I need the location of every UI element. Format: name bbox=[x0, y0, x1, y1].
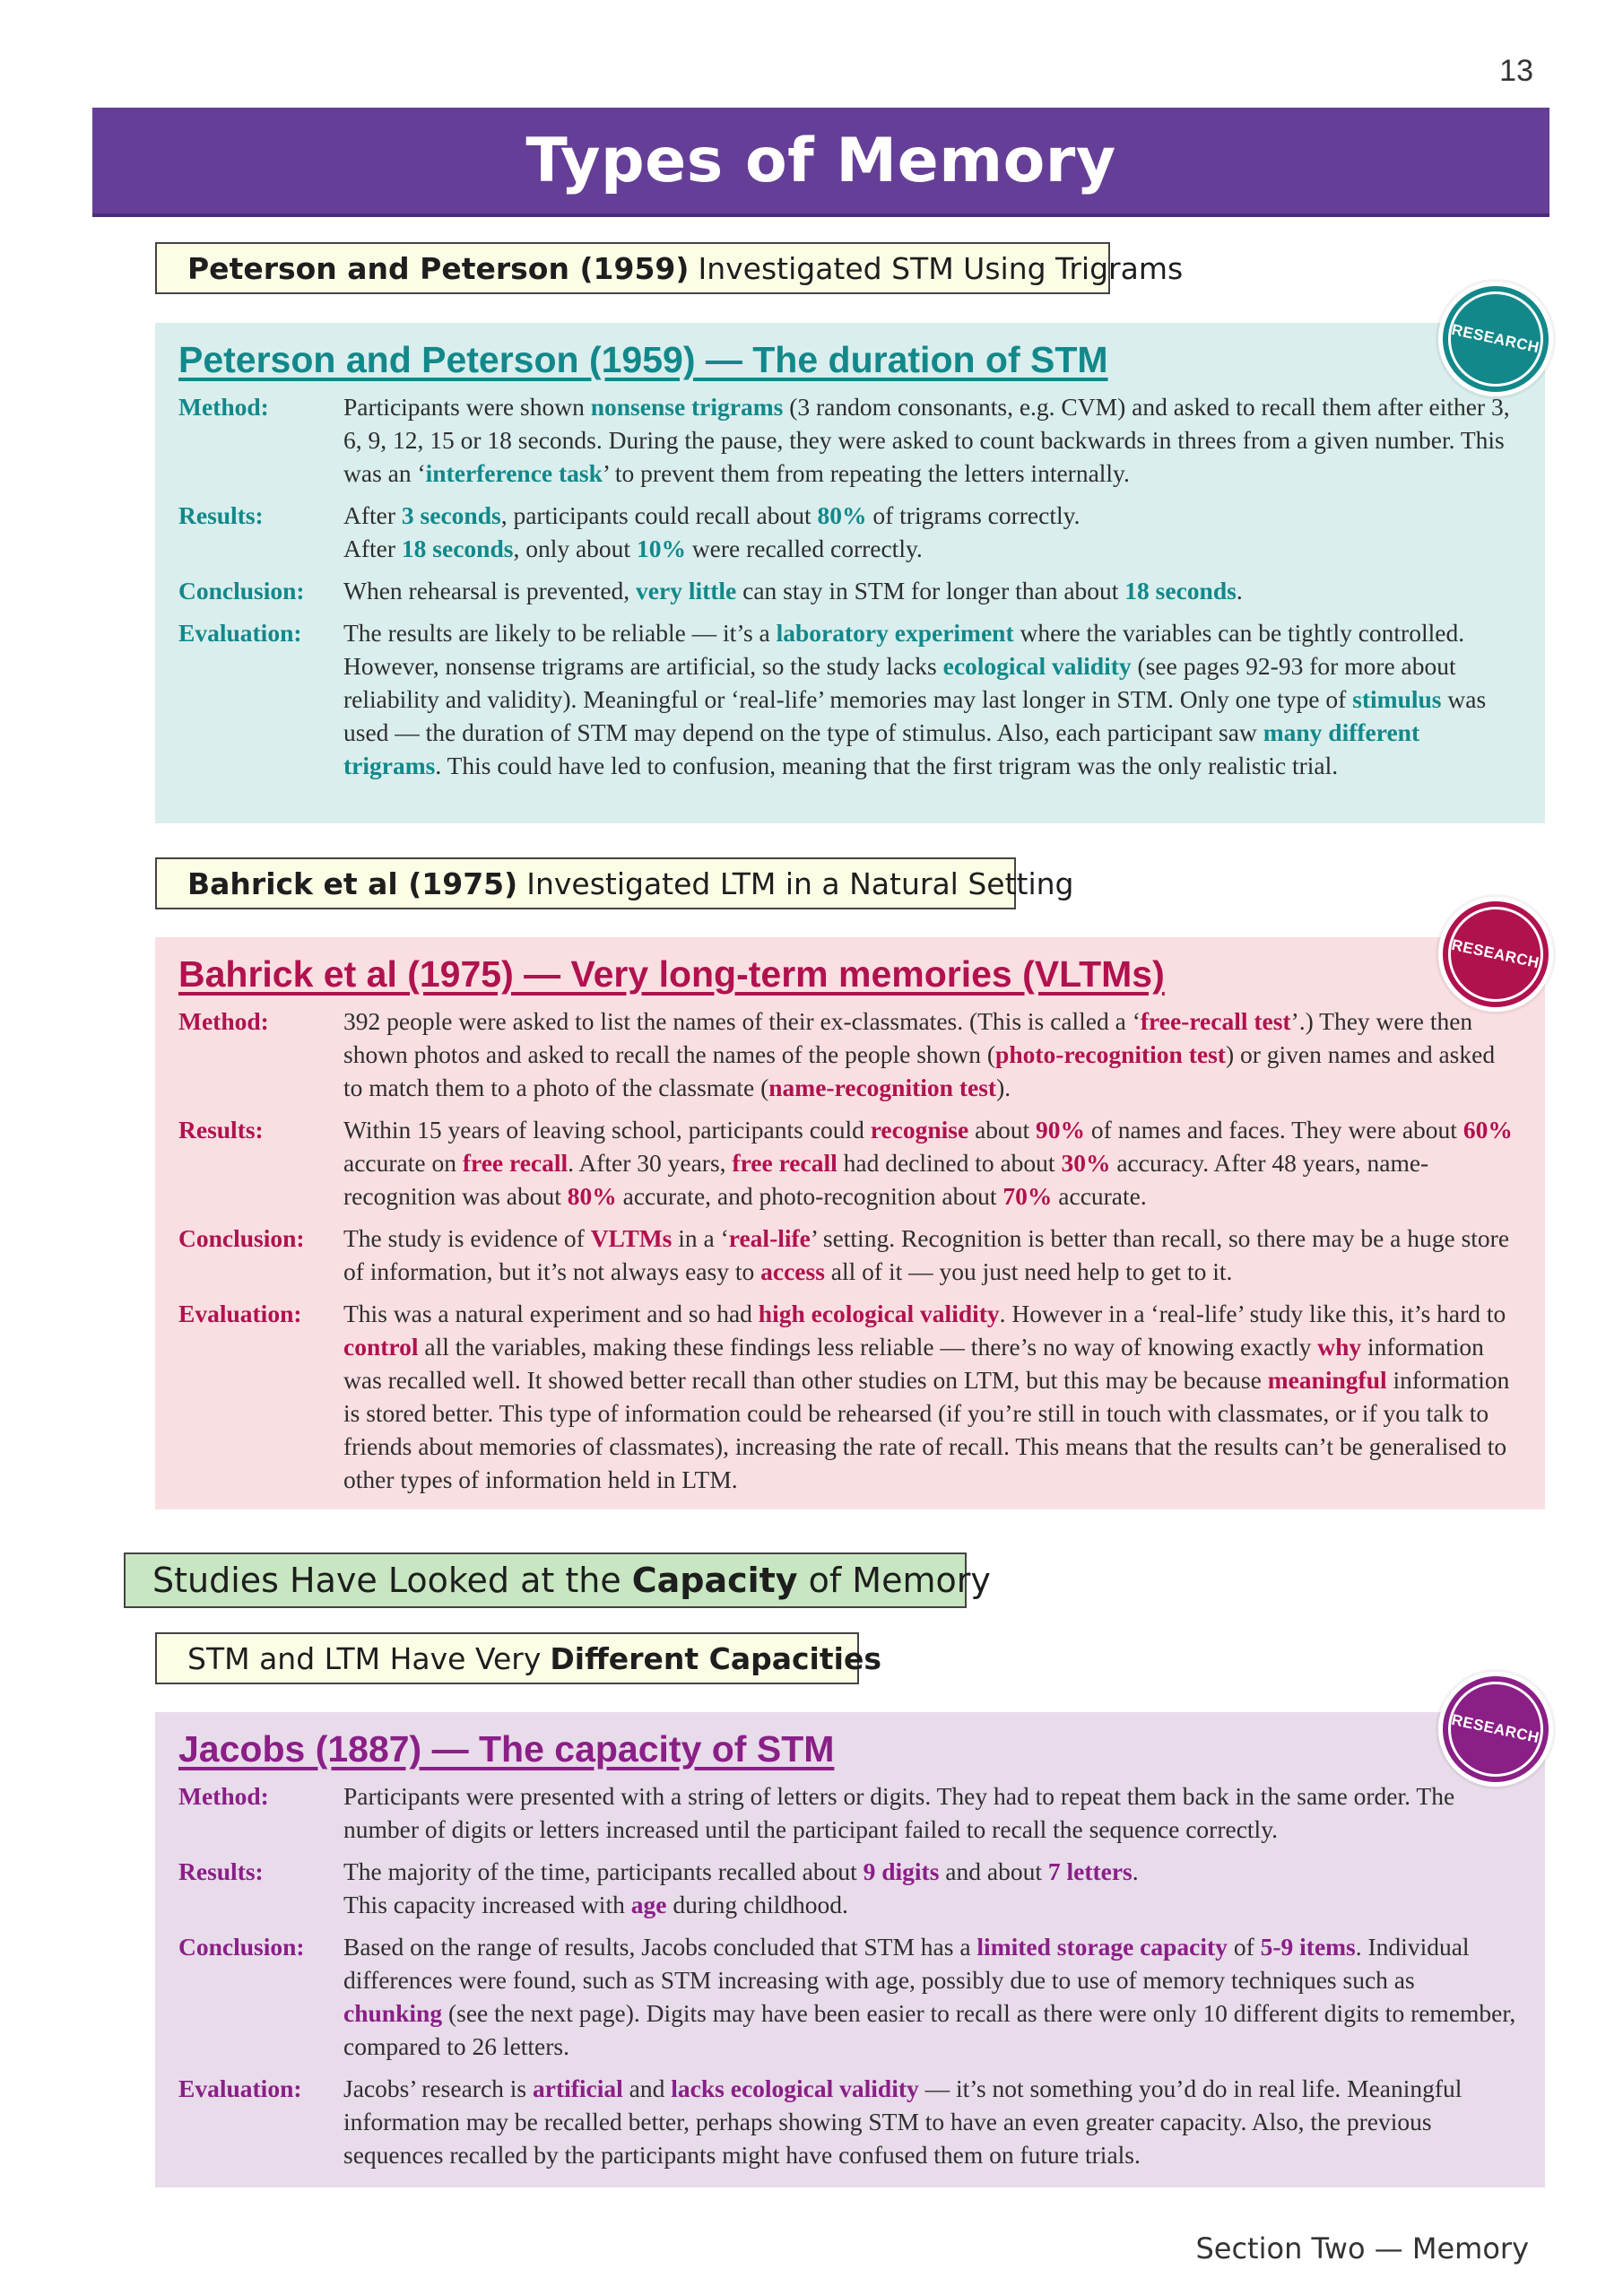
research-badge-icon: RESEARCH bbox=[1438, 897, 1553, 1012]
evaluation-label: Evaluation: bbox=[178, 1300, 302, 1327]
jacobs-conclusion-row bbox=[178, 1930, 1518, 2063]
peterson-evaluation-text: The results are likely to be reliable — it’s a laboratory experiment where the variables can be tightly controlled. However, nonsense trigrams are artificial, so the study lacks ecological validity (see pages 92-93 for more about reliability and validity). Meaningful or ‘real-life’ memories may last longer in STM. Only one type of stimulus was used — the duration of STM may depend on the type of stimulus. Also, each participant saw many different trigrams. This could have led to confusion, meaning that the first trigram was the only realistic trial. bbox=[343, 619, 1487, 779]
jacobs-evaluation-row bbox=[178, 2072, 1518, 2171]
results-label: Results: bbox=[178, 501, 264, 529]
jacobs-panel bbox=[155, 1712, 1545, 2187]
jacobs-method-text: Participants were presented with a string of letters or digits. They had to repeat them back in the same order. The number of digits or letters increased until the participant failed to recall the sequence correctly. bbox=[343, 1782, 1455, 1843]
bahrick-panel-title: Bahrick et al (1975) — Very long-term memories (VLTMs) bbox=[178, 953, 1165, 995]
page-number: 13 bbox=[1499, 54, 1533, 88]
jacobs-results-text: The majority of the time, participants recalled about 9 digits and about 7 letters. This capacity increased with age during childhood. bbox=[343, 1857, 1139, 1918]
bahrick-heading-rest: Investigated LTM in a Natural Setting bbox=[526, 865, 1074, 901]
peterson-heading-rest: Investigated STM Using Trigrams bbox=[698, 250, 1184, 286]
bahrick-conclusion-text: The study is evidence of VLTMs in a ‘real-life’ setting. Recognition is better than recall, so there may be a huge store of information, but it’s not always easy to access all of it — you just need help to get to it. bbox=[343, 1224, 1510, 1285]
peterson-method-row bbox=[178, 390, 1518, 490]
peterson-evaluation-row bbox=[178, 616, 1518, 782]
research-badge-icon: RESEARCH bbox=[1438, 1672, 1553, 1787]
page-title: Types of Memory bbox=[525, 125, 1116, 196]
peterson-conclusion-row bbox=[178, 574, 1518, 607]
bahrick-evaluation-row bbox=[178, 1297, 1518, 1496]
results-label: Results: bbox=[178, 1857, 264, 1885]
peterson-results-text: After 3 seconds, participants could recall about 80% of trigrams correctly. After 18 seconds, only about 10% were recalled correctly. bbox=[343, 501, 1081, 562]
peterson-method-text: Participants were shown nonsense trigrams (3 random consonants, e.g. CVM) and asked to recall them after either 3, 6, 9, 12, 15 or 18 seconds. During the pause, they were asked to count backwards in threes from a given number. This was an ‘interference task’ to prevent them from repeating the letters internally. bbox=[343, 393, 1510, 487]
jacobs-heading-bold: Different Capacities bbox=[550, 1640, 881, 1676]
jacobs-heading bbox=[155, 1632, 881, 1684]
peterson-heading bbox=[155, 242, 1184, 294]
jacobs-panel-title: Jacobs (1887) — The capacity of STM bbox=[178, 1728, 835, 1770]
peterson-conclusion-text: When rehearsal is prevented, very little can stay in STM for longer than about 18 seconds. bbox=[343, 577, 1243, 604]
bahrick-method-row bbox=[178, 1004, 1518, 1104]
peterson-results-row bbox=[178, 499, 1518, 565]
jacobs-results-row bbox=[178, 1855, 1518, 1921]
jacobs-conclusion-text: Based on the range of results, Jacobs concluded that STM has a limited storage capacity of 5-9 items. Individual differences were found, such as STM increasing with age, possibly due to use of memory techniques such as chunking (see the next page). Digits may have been easier to recall as there were only 10 different digits to remember, compared to 26 letters. bbox=[343, 1933, 1516, 2060]
peterson-panel bbox=[155, 323, 1545, 823]
bahrick-panel bbox=[155, 937, 1545, 1509]
conclusion-label: Conclusion: bbox=[178, 577, 305, 604]
jacobs-evaluation-text: Jacobs’ research is artificial and lacks ecological validity — it’s not something you’d do in real life. Meaningful information may be recalled better, perhaps showing STM to have an even greater capacity. Also, the previous sequences recalled by the participants might have confused them on future trials. bbox=[343, 2074, 1462, 2169]
bahrick-evaluation-text: This was a natural experiment and so had high ecological validity. However in a ‘real-life’ study like this, it’s hard to control all the variables, making these findings less reliable — there’s no way of knowing exactly why information was recalled well. It showed better recall than other studies on LTM, but this may be because meaningful information is stored better. This type of information could be rehearsed (if you’re still in touch with classmates, or if you talk to friends about memories of classmates), increasing the rate of recall. This means that the results can’t be generalised to other types of information held in LTM. bbox=[343, 1300, 1510, 1493]
capacity-section-heading: Studies Have Looked at the Capacity of Memory bbox=[124, 1552, 967, 1608]
peterson-panel-title: Peterson and Peterson (1959) — The duration of STM bbox=[178, 339, 1108, 380]
bahrick-results-text: Within 15 years of leaving school, participants could recognise about 90% of names and faces. They were about 60% accurate on free recall. After 30 years, free recall had declined to about 30% accuracy. After 48 years, name-recognition was about 80% accurate, and photo-recognition about 70% accurate. bbox=[343, 1116, 1513, 1210]
bahrick-method-text: 392 people were asked to list the names of their ex-classmates. (This is called a ‘free-recall test’.) They were then shown photos and asked to recall the names of the people shown (photo-recognition test) or given names and asked to match them to a photo of the classmate (name-recognition test). bbox=[343, 1007, 1496, 1101]
bahrick-heading bbox=[155, 857, 1074, 909]
jacobs-method-row bbox=[178, 1779, 1518, 1846]
results-label: Results: bbox=[178, 1116, 264, 1144]
title-banner bbox=[92, 108, 1549, 217]
bahrick-results-row bbox=[178, 1113, 1518, 1213]
conclusion-label: Conclusion: bbox=[178, 1933, 305, 1961]
research-badge-icon: RESEARCH bbox=[1438, 282, 1553, 396]
bahrick-conclusion-row bbox=[178, 1222, 1518, 1288]
conclusion-label: Conclusion: bbox=[178, 1224, 305, 1252]
method-label: Method: bbox=[178, 1782, 269, 1810]
evaluation-label: Evaluation: bbox=[178, 619, 302, 647]
peterson-heading-bold: Peterson and Peterson (1959) bbox=[187, 250, 690, 286]
jacobs-heading-pre: STM and LTM Have Very bbox=[187, 1640, 542, 1676]
bahrick-heading-bold: Bahrick et al (1975) bbox=[187, 865, 518, 901]
method-label: Method: bbox=[178, 1007, 269, 1035]
method-label: Method: bbox=[178, 393, 269, 421]
section-footer: Section Two — Memory bbox=[1195, 2231, 1529, 2266]
evaluation-label: Evaluation: bbox=[178, 2074, 302, 2102]
